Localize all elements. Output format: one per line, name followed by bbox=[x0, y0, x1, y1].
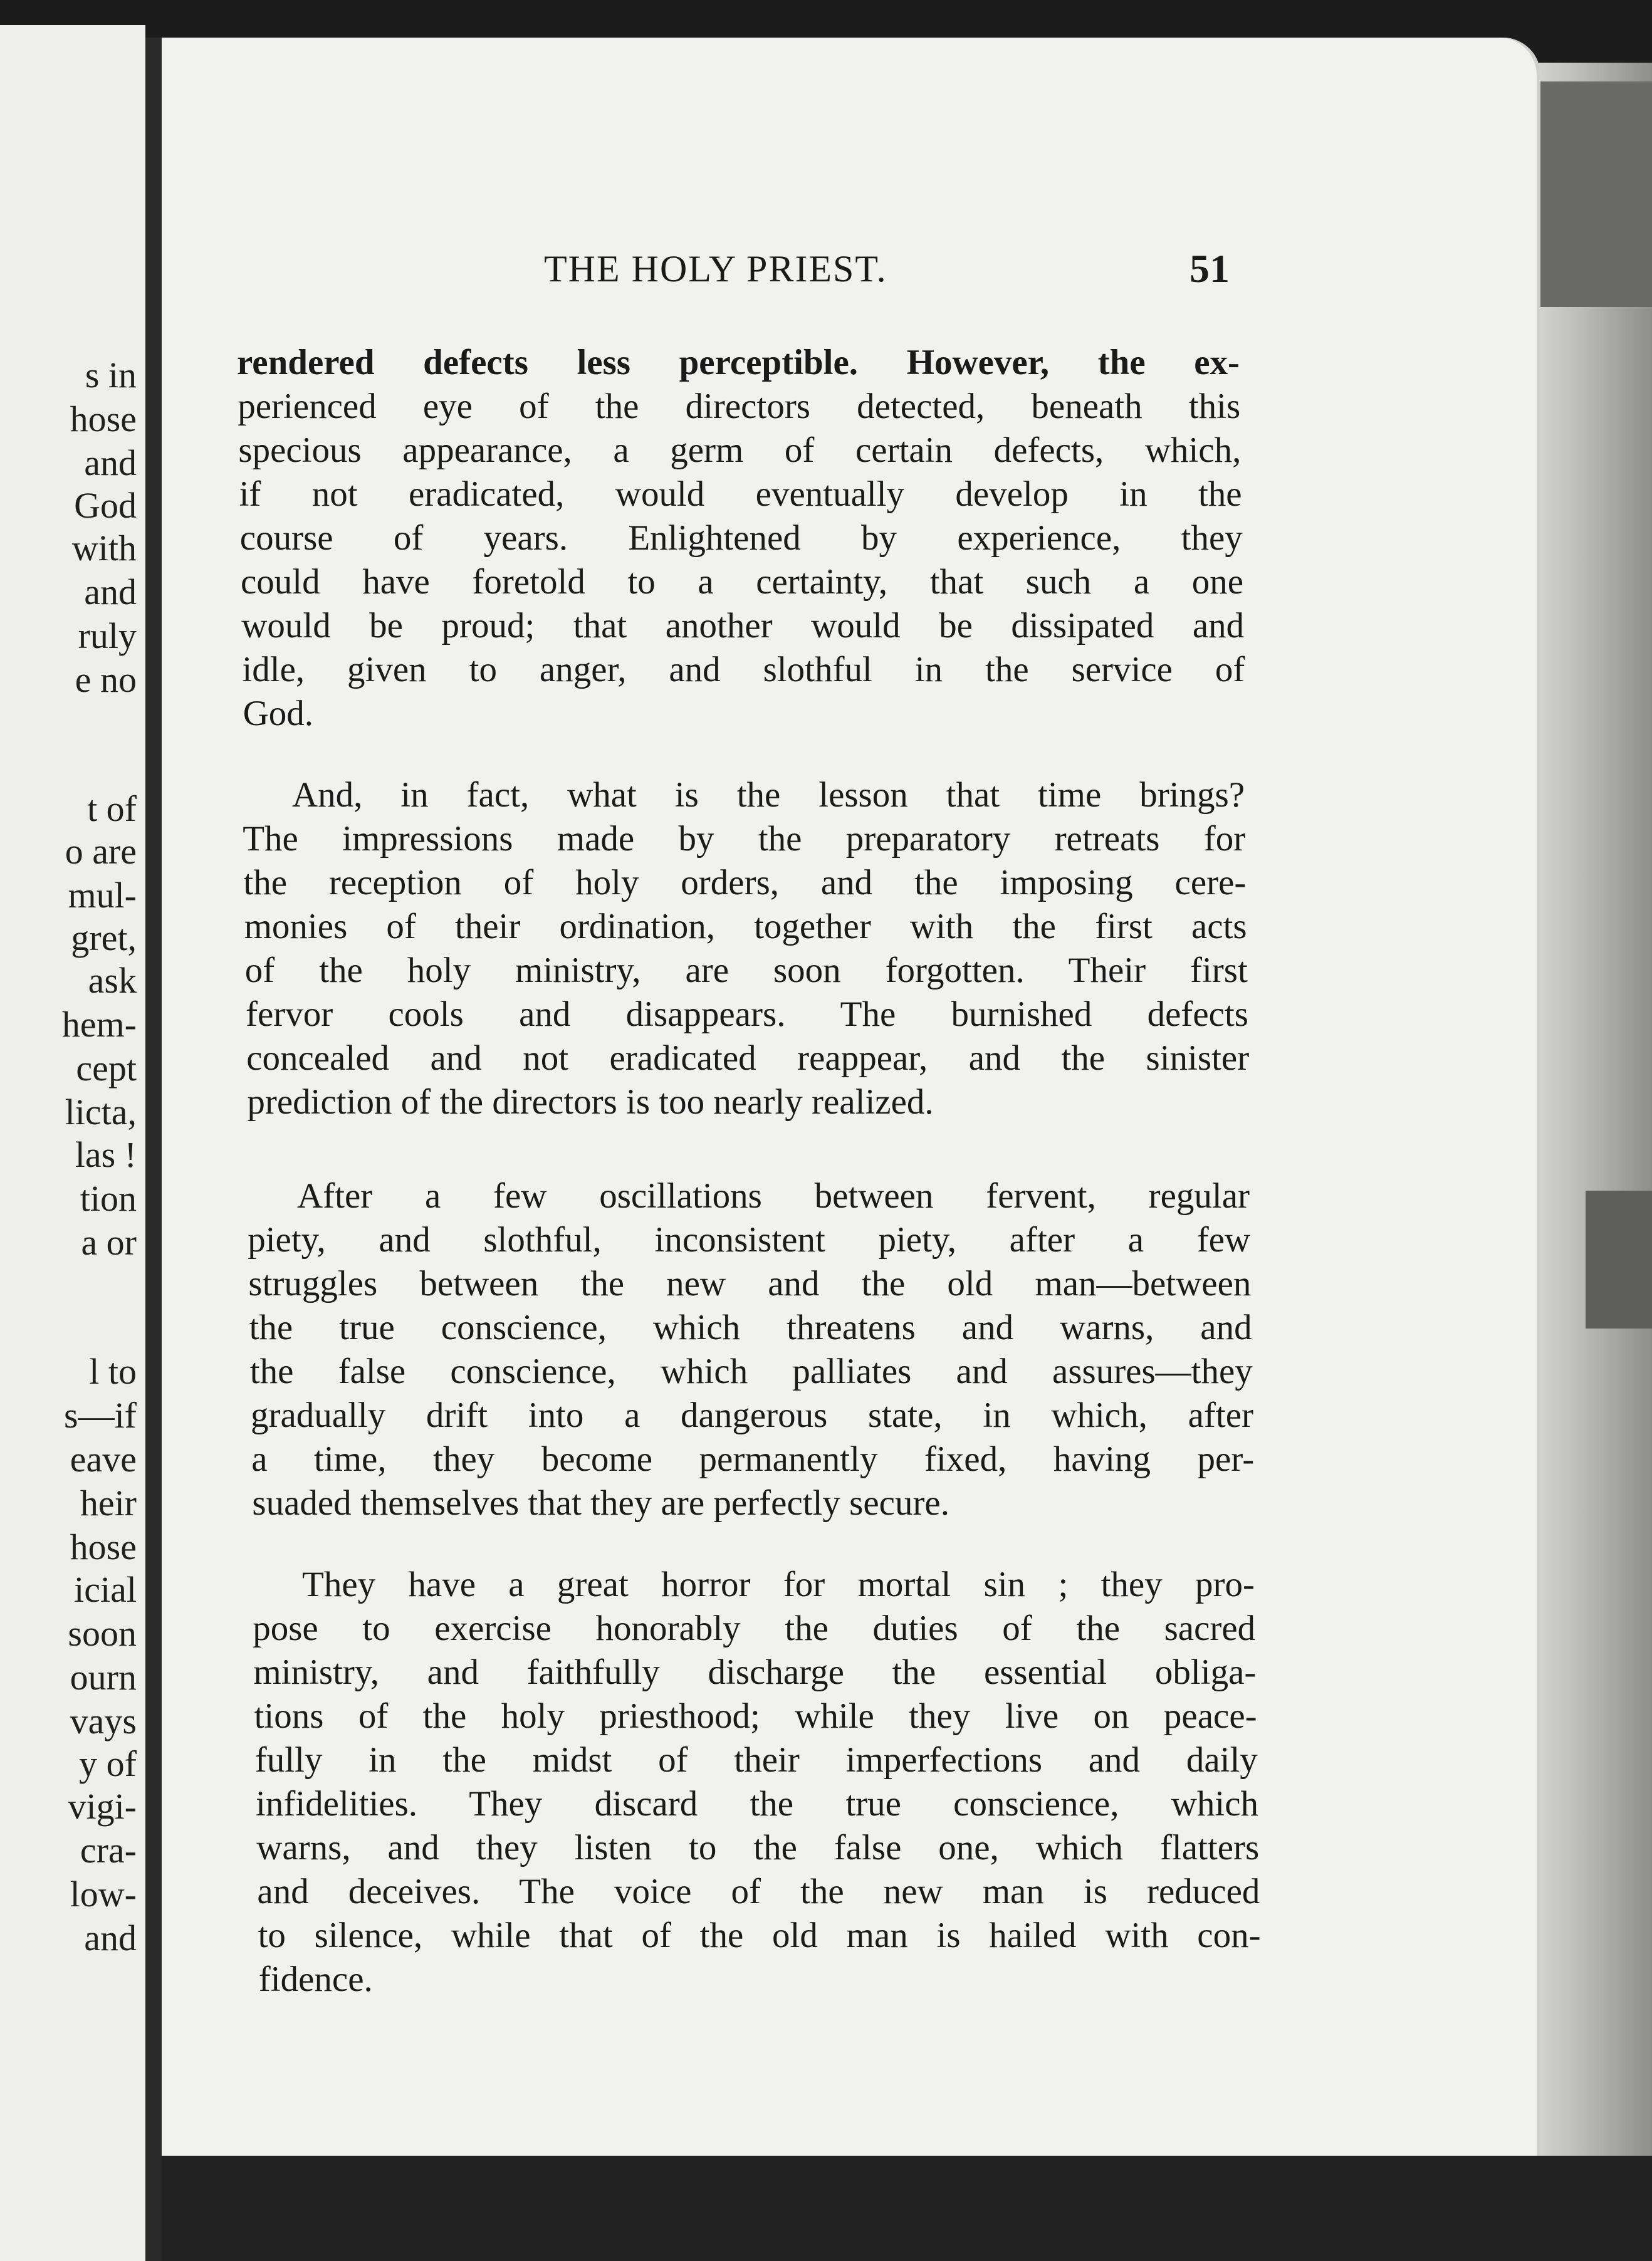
text-line: if not eradicated, would eventually develop in the bbox=[239, 474, 1242, 514]
facing-page-line: ourn bbox=[70, 1657, 137, 1698]
text-line: ministry, and faithfully discharge the essential obliga- bbox=[253, 1653, 1257, 1692]
text-line: God. bbox=[243, 694, 314, 733]
facing-page-line: tion bbox=[80, 1178, 137, 1219]
facing-page-line: low- bbox=[70, 1874, 137, 1914]
running-head: THE HOLY PRIEST. bbox=[544, 248, 887, 290]
facing-page-line: soon bbox=[68, 1613, 137, 1654]
facing-page-left bbox=[0, 25, 145, 2261]
facing-page-line: God bbox=[74, 485, 137, 526]
text-line: rendered defects less perceptible. However, the ex- bbox=[237, 343, 1240, 382]
text-line: concealed and not eradicated reappear, and the sinister bbox=[246, 1038, 1250, 1078]
facing-page-line: hem- bbox=[61, 1004, 137, 1045]
text-line: the true conscience, which threatens and warns, and bbox=[249, 1308, 1252, 1347]
facing-page-line: hose bbox=[70, 1527, 137, 1567]
text-line: tions of the holy priesthood; while they live on peace- bbox=[254, 1696, 1257, 1736]
text-line: After a few oscillations between fervent, regular bbox=[297, 1176, 1250, 1216]
facing-page-line: ask bbox=[88, 960, 137, 1001]
facing-page-line: cept bbox=[76, 1048, 137, 1089]
text-line: a time, they become permanently fixed, having per- bbox=[251, 1439, 1255, 1479]
facing-page-line: icial bbox=[74, 1569, 137, 1610]
text-line: The impressions made by the preparatory retreats for bbox=[243, 819, 1246, 859]
text-line: suaded themselves that they are perfectly secure. bbox=[252, 1483, 949, 1523]
text-line: would be proud; that another would be dissipated and bbox=[241, 606, 1245, 645]
facing-page-line: ruly bbox=[78, 615, 137, 656]
text-line: perienced eye of the directors detected, beneath this bbox=[238, 387, 1241, 426]
text-line: could have foretold to a certainty, that such a one bbox=[241, 562, 1243, 602]
text-line: fervor cools and disappears. The burnished defects bbox=[246, 995, 1248, 1034]
bottom-shadow bbox=[162, 2156, 1652, 2261]
text-line: piety, and slothful, inconsistent piety, after a few bbox=[248, 1220, 1251, 1260]
facing-page-line: heir bbox=[80, 1483, 137, 1523]
facing-page-line: hose bbox=[70, 399, 137, 439]
facing-page-line: and bbox=[84, 442, 137, 483]
text-line: course of years. Enlightened by experience, they bbox=[239, 518, 1243, 558]
facing-page-line: gret, bbox=[71, 917, 137, 958]
facing-page-line: e no bbox=[75, 659, 137, 700]
text-line: the false conscience, which palliates and assures—they bbox=[249, 1352, 1253, 1391]
text-line: monies of their ordination, together with the first acts bbox=[244, 907, 1247, 946]
facing-page-line: l to bbox=[89, 1351, 137, 1392]
text-line: and deceives. The voice of the new man is reduced bbox=[257, 1872, 1260, 1911]
text-line: idle, given to anger, and slothful in the service of bbox=[242, 650, 1245, 689]
facing-page-line: with bbox=[71, 528, 137, 568]
text-line: fully in the midst of their imperfections and daily bbox=[254, 1740, 1258, 1780]
facing-page-line: y of bbox=[79, 1743, 137, 1784]
page-number: 51 bbox=[1189, 246, 1230, 291]
text-line: They have a great horror for mortal sin ; they pro- bbox=[302, 1565, 1255, 1604]
facing-page-line: a or bbox=[81, 1222, 137, 1263]
facing-page-line: and bbox=[84, 572, 137, 612]
text-line: pose to exercise honorably the duties of the sacred bbox=[253, 1609, 1256, 1648]
facing-page-line: s—if bbox=[64, 1395, 137, 1436]
page-edge-tab-lower bbox=[1586, 1191, 1652, 1329]
facing-page-line: las ! bbox=[75, 1134, 137, 1175]
text-line: infidelities. They discard the true conscience, which bbox=[256, 1784, 1258, 1824]
text-line: specious appearance, a germ of certain defects, which, bbox=[238, 431, 1242, 470]
text-line: And, in fact, what is the lesson that time brings? bbox=[292, 775, 1245, 815]
facing-page-line: eave bbox=[70, 1439, 137, 1480]
facing-page-line: t of bbox=[87, 788, 137, 829]
page-edges bbox=[1529, 63, 1652, 2261]
text-line: of the holy ministry, are soon forgotten. Their first bbox=[244, 951, 1248, 990]
facing-page-line: mul- bbox=[68, 875, 137, 916]
facing-page-line: cra- bbox=[80, 1830, 137, 1871]
text-line: prediction of the directors is too nearly realized. bbox=[247, 1082, 934, 1122]
binding-gutter bbox=[145, 38, 162, 2261]
text-line: warns, and they listen to the false one, which flatters bbox=[256, 1828, 1260, 1867]
page-edge-tab bbox=[1535, 81, 1652, 307]
facing-page-line: and bbox=[84, 1918, 137, 1958]
facing-page-line: s in bbox=[85, 355, 137, 395]
text-line: fidence. bbox=[258, 1960, 373, 1999]
facing-page-line: licta, bbox=[65, 1092, 137, 1132]
facing-page-line: vigi- bbox=[68, 1786, 137, 1827]
facing-page-line: vays bbox=[70, 1701, 137, 1741]
text-line: the reception of holy orders, and the imposing cere- bbox=[243, 863, 1247, 902]
facing-page-line: o are bbox=[65, 831, 137, 872]
text-line: gradually drift into a dangerous state, in which, after bbox=[251, 1396, 1253, 1435]
text-line: struggles between the new and the old man—between bbox=[248, 1264, 1252, 1303]
text-line: to silence, while that of the old man is hailed with con- bbox=[258, 1916, 1261, 1955]
